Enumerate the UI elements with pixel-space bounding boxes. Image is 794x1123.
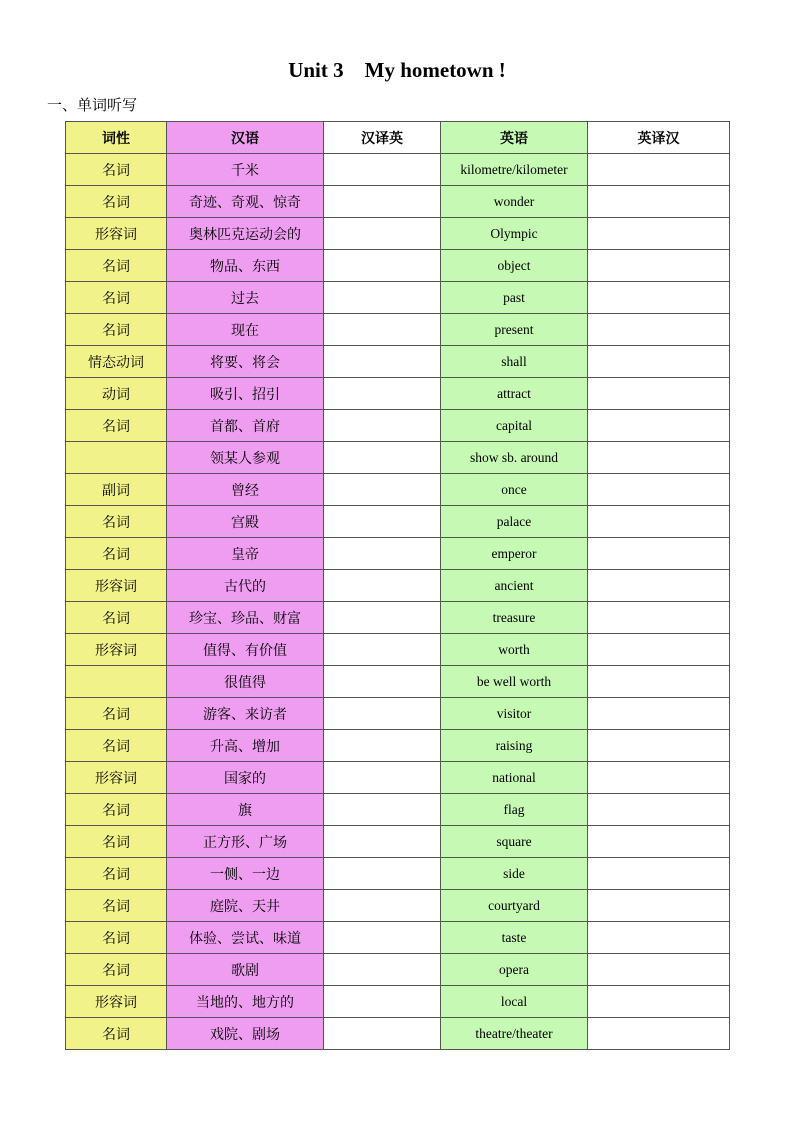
english-cell: side <box>441 858 588 890</box>
english-cell: worth <box>441 634 588 666</box>
english-cell: once <box>441 474 588 506</box>
english-to-chinese-answer-cell[interactable] <box>588 538 730 570</box>
chinese-cell: 物品、东西 <box>167 250 324 282</box>
chinese-to-english-answer-cell[interactable] <box>324 922 441 954</box>
english-to-chinese-answer-cell[interactable] <box>588 666 730 698</box>
chinese-to-english-answer-cell[interactable] <box>324 730 441 762</box>
part-of-speech-cell: 名词 <box>66 794 167 826</box>
chinese-to-english-answer-cell[interactable] <box>324 986 441 1018</box>
part-of-speech-cell: 名词 <box>66 506 167 538</box>
table-row <box>66 186 730 218</box>
english-to-chinese-answer-cell[interactable] <box>588 730 730 762</box>
chinese-cell: 奥林匹克运动会的 <box>167 218 324 250</box>
english-to-chinese-answer-cell[interactable] <box>588 154 730 186</box>
table-row <box>66 634 730 666</box>
table-row <box>66 218 730 250</box>
chinese-cell: 宫殿 <box>167 506 324 538</box>
header-part-of-speech: 词性 <box>66 122 167 154</box>
chinese-cell: 当地的、地方的 <box>167 986 324 1018</box>
chinese-to-english-answer-cell[interactable] <box>324 218 441 250</box>
header-english: 英语 <box>441 122 588 154</box>
table-row <box>66 442 730 474</box>
table-row <box>66 986 730 1018</box>
table-row <box>66 698 730 730</box>
part-of-speech-cell: 名词 <box>66 1018 167 1050</box>
english-to-chinese-answer-cell[interactable] <box>588 986 730 1018</box>
chinese-cell: 体验、尝试、味道 <box>167 922 324 954</box>
chinese-cell: 首都、首府 <box>167 410 324 442</box>
chinese-to-english-answer-cell[interactable] <box>324 858 441 890</box>
chinese-to-english-answer-cell[interactable] <box>324 538 441 570</box>
chinese-to-english-answer-cell[interactable] <box>324 314 441 346</box>
english-to-chinese-answer-cell[interactable] <box>588 218 730 250</box>
english-cell: wonder <box>441 186 588 218</box>
chinese-cell: 过去 <box>167 282 324 314</box>
table-row <box>66 666 730 698</box>
table-row <box>66 250 730 282</box>
chinese-to-english-answer-cell[interactable] <box>324 410 441 442</box>
part-of-speech-cell: 形容词 <box>66 634 167 666</box>
table-header-row <box>66 122 730 154</box>
part-of-speech-cell: 名词 <box>66 538 167 570</box>
chinese-cell: 正方形、广场 <box>167 826 324 858</box>
table-row <box>66 346 730 378</box>
english-cell: attract <box>441 378 588 410</box>
table-row <box>66 506 730 538</box>
english-cell: shall <box>441 346 588 378</box>
english-to-chinese-answer-cell[interactable] <box>588 378 730 410</box>
english-cell: past <box>441 282 588 314</box>
english-to-chinese-answer-cell[interactable] <box>588 954 730 986</box>
part-of-speech-cell: 形容词 <box>66 570 167 602</box>
chinese-to-english-answer-cell[interactable] <box>324 634 441 666</box>
chinese-cell: 古代的 <box>167 570 324 602</box>
english-cell: be well worth <box>441 666 588 698</box>
chinese-cell: 皇帝 <box>167 538 324 570</box>
chinese-to-english-answer-cell[interactable] <box>324 666 441 698</box>
chinese-cell: 戏院、剧场 <box>167 1018 324 1050</box>
english-to-chinese-answer-cell[interactable] <box>588 442 730 474</box>
english-cell: capital <box>441 410 588 442</box>
part-of-speech-cell <box>66 666 167 698</box>
english-to-chinese-answer-cell[interactable] <box>588 506 730 538</box>
english-cell: opera <box>441 954 588 986</box>
chinese-cell: 奇迹、奇观、惊奇 <box>167 186 324 218</box>
page-title: Unit 3 My hometown ! <box>288 58 506 82</box>
chinese-to-english-answer-cell[interactable] <box>324 954 441 986</box>
chinese-cell: 领某人参观 <box>167 442 324 474</box>
english-cell: taste <box>441 922 588 954</box>
english-cell: local <box>441 986 588 1018</box>
chinese-cell: 将要、将会 <box>167 346 324 378</box>
chinese-to-english-answer-cell[interactable] <box>324 506 441 538</box>
english-to-chinese-answer-cell[interactable] <box>588 346 730 378</box>
part-of-speech-cell: 名词 <box>66 954 167 986</box>
part-of-speech-cell: 名词 <box>66 858 167 890</box>
chinese-to-english-answer-cell[interactable] <box>324 250 441 282</box>
table-row <box>66 538 730 570</box>
english-to-chinese-answer-cell[interactable] <box>588 634 730 666</box>
english-cell: Olympic <box>441 218 588 250</box>
chinese-to-english-answer-cell[interactable] <box>324 154 441 186</box>
part-of-speech-cell: 副词 <box>66 474 167 506</box>
chinese-cell: 现在 <box>167 314 324 346</box>
table-row <box>66 794 730 826</box>
english-to-chinese-answer-cell[interactable] <box>588 698 730 730</box>
english-to-chinese-answer-cell[interactable] <box>588 890 730 922</box>
chinese-to-english-answer-cell[interactable] <box>324 186 441 218</box>
chinese-cell: 旗 <box>167 794 324 826</box>
english-to-chinese-answer-cell[interactable] <box>588 602 730 634</box>
english-to-chinese-answer-cell[interactable] <box>588 794 730 826</box>
chinese-to-english-answer-cell[interactable] <box>324 378 441 410</box>
english-cell: palace <box>441 506 588 538</box>
part-of-speech-cell <box>66 442 167 474</box>
section-heading: 一、单词听写 <box>47 96 138 114</box>
part-of-speech-cell: 名词 <box>66 602 167 634</box>
english-cell: courtyard <box>441 890 588 922</box>
header-chinese-to-english: 汉译英 <box>324 122 441 154</box>
chinese-cell: 值得、有价值 <box>167 634 324 666</box>
part-of-speech-cell: 名词 <box>66 922 167 954</box>
table-row <box>66 282 730 314</box>
english-to-chinese-answer-cell[interactable] <box>588 826 730 858</box>
chinese-cell: 一侧、一边 <box>167 858 324 890</box>
part-of-speech-cell: 名词 <box>66 826 167 858</box>
vocabulary-table <box>65 121 730 1050</box>
table-row <box>66 954 730 986</box>
chinese-cell: 升高、增加 <box>167 730 324 762</box>
chinese-to-english-answer-cell[interactable] <box>324 890 441 922</box>
english-to-chinese-answer-cell[interactable] <box>588 474 730 506</box>
english-cell: kilometre/kilometer <box>441 154 588 186</box>
header-chinese: 汉语 <box>167 122 324 154</box>
chinese-cell: 歌剧 <box>167 954 324 986</box>
part-of-speech-cell: 形容词 <box>66 986 167 1018</box>
chinese-to-english-answer-cell[interactable] <box>324 282 441 314</box>
chinese-cell: 庭院、天井 <box>167 890 324 922</box>
chinese-cell: 千米 <box>167 154 324 186</box>
english-to-chinese-answer-cell[interactable] <box>588 410 730 442</box>
english-to-chinese-answer-cell[interactable] <box>588 282 730 314</box>
table-row <box>66 378 730 410</box>
part-of-speech-cell: 名词 <box>66 250 167 282</box>
english-to-chinese-answer-cell[interactable] <box>588 858 730 890</box>
english-to-chinese-answer-cell[interactable] <box>588 186 730 218</box>
english-cell: emperor <box>441 538 588 570</box>
english-cell: ancient <box>441 570 588 602</box>
chinese-to-english-answer-cell[interactable] <box>324 474 441 506</box>
table-row <box>66 314 730 346</box>
english-cell: treasure <box>441 602 588 634</box>
english-cell: show sb. around <box>441 442 588 474</box>
part-of-speech-cell: 名词 <box>66 890 167 922</box>
part-of-speech-cell: 名词 <box>66 314 167 346</box>
chinese-to-english-answer-cell[interactable] <box>324 826 441 858</box>
vocabulary-table-body <box>66 154 730 1050</box>
table-row <box>66 922 730 954</box>
english-cell: theatre/theater <box>441 1018 588 1050</box>
english-to-chinese-answer-cell[interactable] <box>588 314 730 346</box>
english-cell: visitor <box>441 698 588 730</box>
chinese-to-english-answer-cell[interactable] <box>324 794 441 826</box>
chinese-to-english-answer-cell[interactable] <box>324 570 441 602</box>
part-of-speech-cell: 情态动词 <box>66 346 167 378</box>
table-row <box>66 762 730 794</box>
part-of-speech-cell: 动词 <box>66 378 167 410</box>
english-cell: raising <box>441 730 588 762</box>
table-row <box>66 890 730 922</box>
chinese-to-english-answer-cell[interactable] <box>324 602 441 634</box>
chinese-cell: 曾经 <box>167 474 324 506</box>
english-cell: present <box>441 314 588 346</box>
chinese-to-english-answer-cell[interactable] <box>324 698 441 730</box>
table-row <box>66 570 730 602</box>
table-row <box>66 474 730 506</box>
chinese-cell: 珍宝、珍品、财富 <box>167 602 324 634</box>
english-to-chinese-answer-cell[interactable] <box>588 570 730 602</box>
part-of-speech-cell: 名词 <box>66 186 167 218</box>
chinese-to-english-answer-cell[interactable] <box>324 346 441 378</box>
part-of-speech-cell: 形容词 <box>66 218 167 250</box>
chinese-cell: 游客、来访者 <box>167 698 324 730</box>
english-to-chinese-answer-cell[interactable] <box>588 250 730 282</box>
part-of-speech-cell: 名词 <box>66 154 167 186</box>
chinese-cell: 吸引、招引 <box>167 378 324 410</box>
english-to-chinese-answer-cell[interactable] <box>588 762 730 794</box>
table-row <box>66 154 730 186</box>
chinese-to-english-answer-cell[interactable] <box>324 762 441 794</box>
part-of-speech-cell: 名词 <box>66 730 167 762</box>
part-of-speech-cell: 名词 <box>66 282 167 314</box>
english-to-chinese-answer-cell[interactable] <box>588 1018 730 1050</box>
header-english-to-chinese: 英译汉 <box>588 122 730 154</box>
part-of-speech-cell: 名词 <box>66 698 167 730</box>
table-row <box>66 730 730 762</box>
table-row <box>66 1018 730 1050</box>
english-to-chinese-answer-cell[interactable] <box>588 922 730 954</box>
table-row <box>66 410 730 442</box>
english-cell: flag <box>441 794 588 826</box>
table-row <box>66 858 730 890</box>
table-row <box>66 602 730 634</box>
english-cell: object <box>441 250 588 282</box>
chinese-cell: 很值得 <box>167 666 324 698</box>
chinese-to-english-answer-cell[interactable] <box>324 1018 441 1050</box>
part-of-speech-cell: 名词 <box>66 410 167 442</box>
table-row <box>66 826 730 858</box>
english-cell: national <box>441 762 588 794</box>
chinese-cell: 国家的 <box>167 762 324 794</box>
chinese-to-english-answer-cell[interactable] <box>324 442 441 474</box>
english-cell: square <box>441 826 588 858</box>
part-of-speech-cell: 形容词 <box>66 762 167 794</box>
